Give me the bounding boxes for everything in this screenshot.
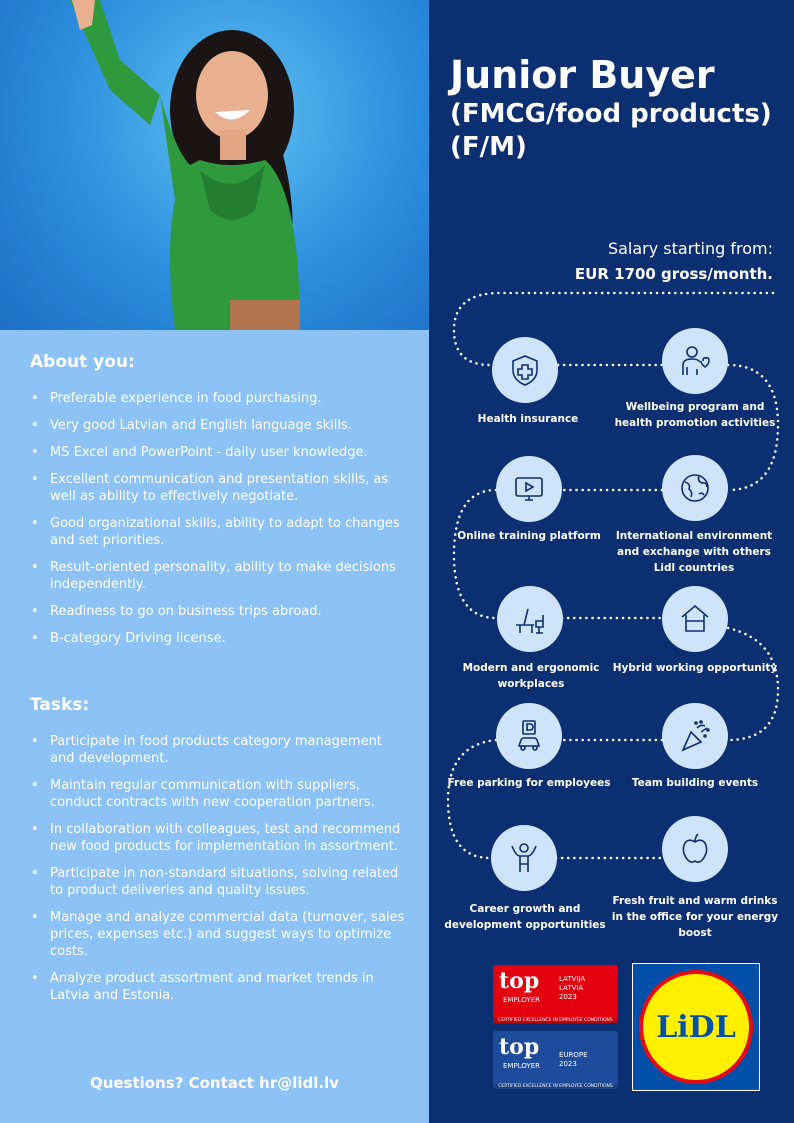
list-item: • Analyze product assortment and market trends in Latvia and Estonia. — [30, 970, 405, 1004]
benefit-label: Modern and ergonomic workplaces — [462, 662, 600, 690]
badge-cert: CERTIFIED EXCELLENCE IN EMPLOYEE CONDITIONS — [493, 1084, 618, 1089]
badge-year: 2023 — [559, 993, 577, 1001]
contact-text[interactable]: Questions? Contact hr@lidl.lv — [89, 1074, 340, 1092]
shield-cross-icon — [492, 337, 558, 403]
benefit-label: Wellbeing program and health promotion activities — [614, 401, 776, 429]
list-item: • Participate in food products category management and development. — [30, 733, 405, 767]
salary-value: EUR 1700 gross/month. — [574, 265, 773, 283]
job-title-line1: Junior Buyer — [450, 53, 715, 97]
list-item: • Readiness to go on business trips abroad. — [30, 603, 405, 620]
list-item: • In collaboration with colleagues, test and recommend new food products for implementation in assortment. — [30, 821, 405, 855]
top-employer-latvia-badge — [493, 965, 618, 1023]
list-item: • Maintain regular communication with suppliers, conduct contracts with new cooperation partners. — [30, 777, 405, 811]
badge-year: 2023 — [559, 1060, 577, 1068]
badge-employer: EMPLOYER — [503, 1062, 541, 1070]
benefit-label: Hybrid working opportunity — [612, 662, 778, 674]
party-popper-icon — [662, 703, 728, 769]
list-item: • Participate in non-standard situations, solving related to product deliveries and quality issues. — [30, 865, 405, 899]
woman-photo-illustration — [0, 0, 429, 330]
tasks-heading: Tasks: — [30, 695, 90, 715]
list-item: • B-category Driving license. — [30, 630, 405, 647]
salary-label: Salary starting from: — [607, 239, 773, 258]
person-heart-icon — [662, 328, 728, 394]
globe-icon — [662, 455, 728, 521]
parking-car-icon — [496, 703, 562, 769]
top-employer-europe-badge — [493, 1031, 618, 1089]
badge-region: EUROPE — [559, 1051, 588, 1059]
tasks-list — [30, 733, 405, 1014]
benefit-label: Career growth and development opportunities — [444, 903, 606, 931]
benefit-label: Online training platform — [457, 530, 601, 542]
lidl-logo — [632, 963, 760, 1091]
benefit-label: Free parking for employees — [447, 777, 611, 789]
benefit-label: International environment and exchange with others Lidl countries — [615, 530, 773, 574]
apple-icon — [662, 816, 728, 882]
badge-cert: CERTIFIED EXCELLENCE IN EMPLOYEE CONDITIONS — [493, 1018, 618, 1023]
list-item: • MS Excel and PowerPoint - daily user knowledge. — [30, 444, 405, 461]
job-title-line3: (F/M) — [450, 132, 527, 162]
hero-photo — [0, 0, 429, 330]
lidl-logo-text: LiDL — [656, 1010, 736, 1045]
person-arms-up-icon — [491, 825, 557, 891]
list-item: • Preferable experience in food purchasing. — [30, 390, 405, 407]
list-item: • Good organizational skills, ability to adapt to changes and set priorities. — [30, 515, 405, 549]
desk-chair-icon — [497, 586, 563, 652]
list-item: • Manage and analyze commercial data (turnover, sales prices, expenses etc.) and suggest ways to optimize costs. — [30, 909, 405, 960]
monitor-play-icon — [496, 456, 562, 522]
benefit-label: Health insurance — [477, 413, 579, 425]
list-item: • Result-oriented personality, ability to make decisions independently. — [30, 559, 405, 593]
about-list — [30, 390, 405, 657]
benefit-label: Team building events — [631, 777, 759, 789]
badge-employer: EMPLOYER — [503, 996, 541, 1004]
badge-brand: top — [499, 1034, 540, 1060]
badge-brand: top — [499, 968, 540, 994]
dotted-path — [429, 0, 794, 900]
badge-region: LATVIJA — [559, 975, 586, 983]
list-item: • Very good Latvian and English language skills. — [30, 417, 405, 434]
benefit-label: Fresh fruit and warm drinks in the office for your energy boost — [611, 895, 779, 939]
about-heading: About you: — [30, 352, 135, 372]
job-title-line2: (FMCG/food products) — [450, 99, 772, 129]
badge-region-2: LATVIA — [559, 984, 584, 992]
list-item: • Excellent communication and presentation skills, as well as ability to effectively negotiate. — [30, 471, 405, 505]
house-icon — [662, 586, 728, 652]
